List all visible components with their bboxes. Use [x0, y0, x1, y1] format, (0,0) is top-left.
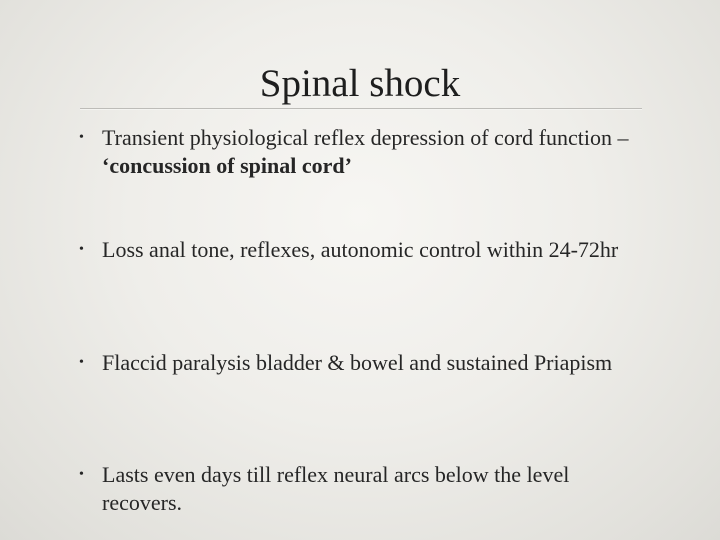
- bullet-text-emphasis: ‘concussion of spinal cord’: [102, 153, 352, 178]
- bullet-icon: •: [79, 242, 84, 257]
- bullet-item: [79, 461, 639, 517]
- bullet-text: Loss anal tone, reflexes, autonomic control within 24-72hr: [102, 237, 619, 262]
- bullet-item: [79, 349, 639, 377]
- bullet-text: Lasts even days till reflex neural arcs below the level recovers.: [102, 462, 570, 515]
- bullet-icon: •: [79, 355, 84, 370]
- bullet-item: [79, 124, 639, 180]
- bullet-text: [102, 124, 639, 180]
- slide-title: Spinal shock: [259, 62, 461, 105]
- title-divider: [80, 108, 642, 109]
- bullet-text: Flaccid paralysis bladder & bowel and sustained Priapism: [102, 350, 613, 375]
- bullet-icon: •: [79, 130, 84, 145]
- bullet-icon: •: [79, 467, 84, 482]
- bullet-item: [79, 236, 639, 264]
- bullet-text-plain: Transient physiological reflex depression of cord function –: [102, 125, 629, 150]
